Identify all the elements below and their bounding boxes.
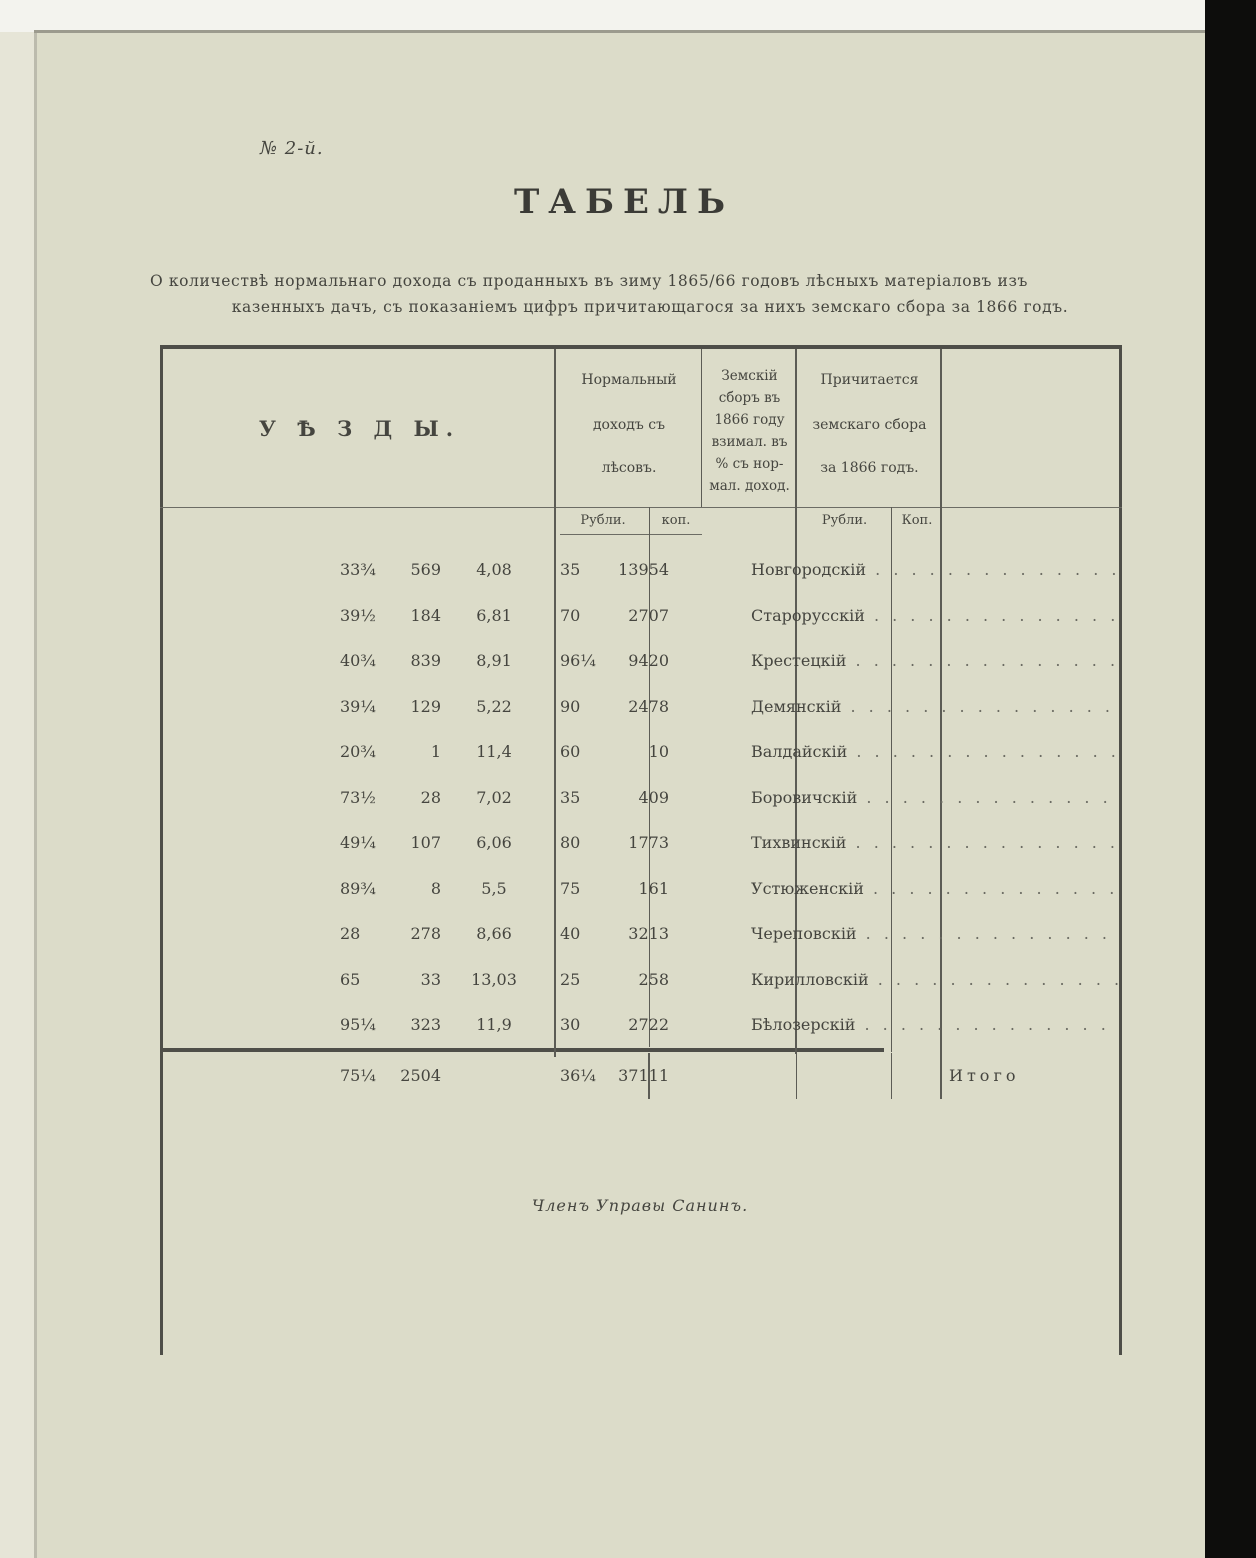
income-rub-cell: 2707	[628, 605, 669, 625]
district-name: Крестецкій . . .	[739, 646, 1119, 676]
header-due: Причитается земскаго сбора за 1866 годъ.	[812, 372, 927, 476]
header-tax-percent: Земскій сборъ въ 1866 году взимал. въ % съ нор- мал. доход.	[709, 368, 790, 494]
percent-cell: 6,06	[476, 833, 512, 852]
due-rub-cell: 184	[410, 605, 441, 625]
income-kop-cell: 25	[560, 969, 581, 989]
income-rub-cell: 3213	[628, 924, 669, 943]
income-kop-cell: 35	[560, 560, 581, 579]
due-rub-cell: 839	[410, 651, 441, 670]
district-name: Валдайскій . . .	[739, 737, 1119, 767]
district-name: Тихвинскій . . .	[739, 828, 1119, 858]
table-row	[160, 919, 1122, 949]
percent-cell: 6,81	[476, 605, 512, 625]
table-row	[160, 555, 1122, 585]
due-rub-cell: 28	[420, 787, 441, 807]
due-kop-cell: 65	[340, 969, 361, 989]
subheader-due-kop: Коп.	[901, 513, 933, 528]
table-row	[160, 965, 1122, 995]
income-kop-cell: 40	[560, 924, 581, 943]
due-rub-cell: 323	[410, 1015, 441, 1034]
due-rub-cell: 278	[410, 924, 441, 943]
income-rub-cell: 2478	[628, 696, 669, 716]
district-name: Устюженскій . . .	[739, 874, 1119, 904]
due-rub-cell: 129	[410, 696, 441, 716]
district-name: Старорусскій . . .	[739, 601, 1119, 631]
due-kop-cell: 39½	[340, 605, 376, 625]
percent-cell: 11,9	[476, 1015, 512, 1034]
income-kop-cell: 60	[560, 742, 581, 761]
due-kop-cell: 40¾	[340, 651, 376, 670]
income-kop-cell: 96¼	[560, 651, 596, 670]
income-kop-cell: 80	[560, 833, 581, 852]
percent-cell: 8,66	[476, 924, 512, 943]
district-name: Бѣлозерскій . . .	[739, 1010, 1119, 1040]
percent-cell: 8,91	[476, 651, 512, 670]
total-row	[160, 1061, 1122, 1091]
due-kop-cell: 89¾	[340, 878, 376, 898]
subheader-income-kop: коп.	[661, 513, 691, 528]
income-kop-cell: 75	[560, 878, 581, 898]
income-kop-cell: 70	[560, 605, 581, 625]
income-rub-cell: 2722	[628, 1015, 669, 1034]
subtitle-line-1: О количествѣ нормальнаго дохода съ проданныхъ въ зиму 1865/66 годовъ лѣсныхъ матеріаловъ изъ	[150, 272, 1028, 290]
percent-cell: 11,4	[476, 742, 512, 761]
table-row	[160, 874, 1122, 904]
document-number: № 2-й.	[260, 138, 324, 159]
due-rub-cell: 569	[410, 560, 441, 579]
income-rub-cell: 258	[638, 969, 669, 989]
percent-cell: 5,5	[481, 878, 507, 898]
table-row	[160, 692, 1122, 722]
income-rub-cell: 10	[648, 742, 669, 761]
subtitle	[150, 268, 1150, 320]
header-normal-income: Нормальный доходъ съ лѣсовъ.	[581, 372, 677, 476]
percent-cell: 13,03	[471, 969, 517, 989]
district-name: Демянскій . . .	[739, 692, 1119, 722]
header-districts: У Ѣ З Д Ы.	[258, 416, 461, 441]
table-row	[160, 601, 1122, 631]
table-row	[160, 1010, 1122, 1040]
signature: Членъ Управы Санинъ.	[531, 1196, 749, 1215]
income-kop-cell: 36¼	[560, 1066, 596, 1085]
due-kop-cell: 95¼	[340, 1015, 376, 1034]
scan-background-edge	[1205, 0, 1256, 1558]
income-rub-cell: 1773	[628, 833, 669, 852]
due-kop-cell: 73½	[340, 787, 376, 807]
subtitle-line-2: казенныхъ дачъ, съ показаніемъ цифръ причитающагося за нихъ земскаго сбора за 1866 годъ.	[231, 298, 1069, 316]
total-label: Итого	[949, 1066, 1020, 1085]
percent-cell: 5,22	[476, 696, 512, 716]
percent-cell: 7,02	[476, 787, 512, 807]
table-row	[160, 646, 1122, 676]
page-title: ТАБЕЛЬ	[513, 182, 735, 222]
due-rub-cell: 33	[420, 969, 441, 989]
district-name: Кирилловскій . . .	[739, 965, 1119, 995]
due-kop-cell: 39¼	[340, 696, 376, 716]
income-rub-cell: 37111	[618, 1066, 669, 1085]
income-rub-cell: 161	[638, 878, 669, 898]
income-rub-cell: 13954	[618, 560, 669, 579]
income-kop-cell: 90	[560, 696, 581, 716]
percent-cell: 4,08	[476, 560, 512, 579]
table-row	[160, 737, 1122, 767]
income-rub-cell: 9420	[628, 651, 669, 670]
income-kop-cell: 35	[560, 787, 581, 807]
table-row	[160, 783, 1122, 813]
due-rub-cell: 1	[430, 742, 441, 761]
income-rub-cell: 409	[638, 787, 669, 807]
income-kop-cell: 30	[560, 1015, 581, 1034]
subheader-income-rub: Рубли.	[580, 513, 626, 528]
due-rub-cell: 107	[410, 833, 441, 852]
subheader-due-rub: Рубли.	[821, 513, 868, 528]
due-kop-cell: 28	[340, 924, 361, 943]
due-kop-cell: 20¾	[340, 742, 376, 761]
district-name: Новгородскій . . .	[739, 555, 1119, 585]
due-kop-cell: 49¼	[340, 833, 376, 852]
scan-margin-top	[0, 0, 1256, 32]
due-rub-cell: 8	[430, 878, 441, 898]
district-name: Боровичскій . . .	[739, 783, 1119, 813]
district-name: Череповскій . . .	[739, 919, 1119, 949]
table-row	[160, 828, 1122, 858]
due-kop-cell: 75¼	[340, 1066, 376, 1085]
due-rub-cell: 2504	[400, 1066, 441, 1085]
due-kop-cell: 33¾	[340, 560, 376, 579]
